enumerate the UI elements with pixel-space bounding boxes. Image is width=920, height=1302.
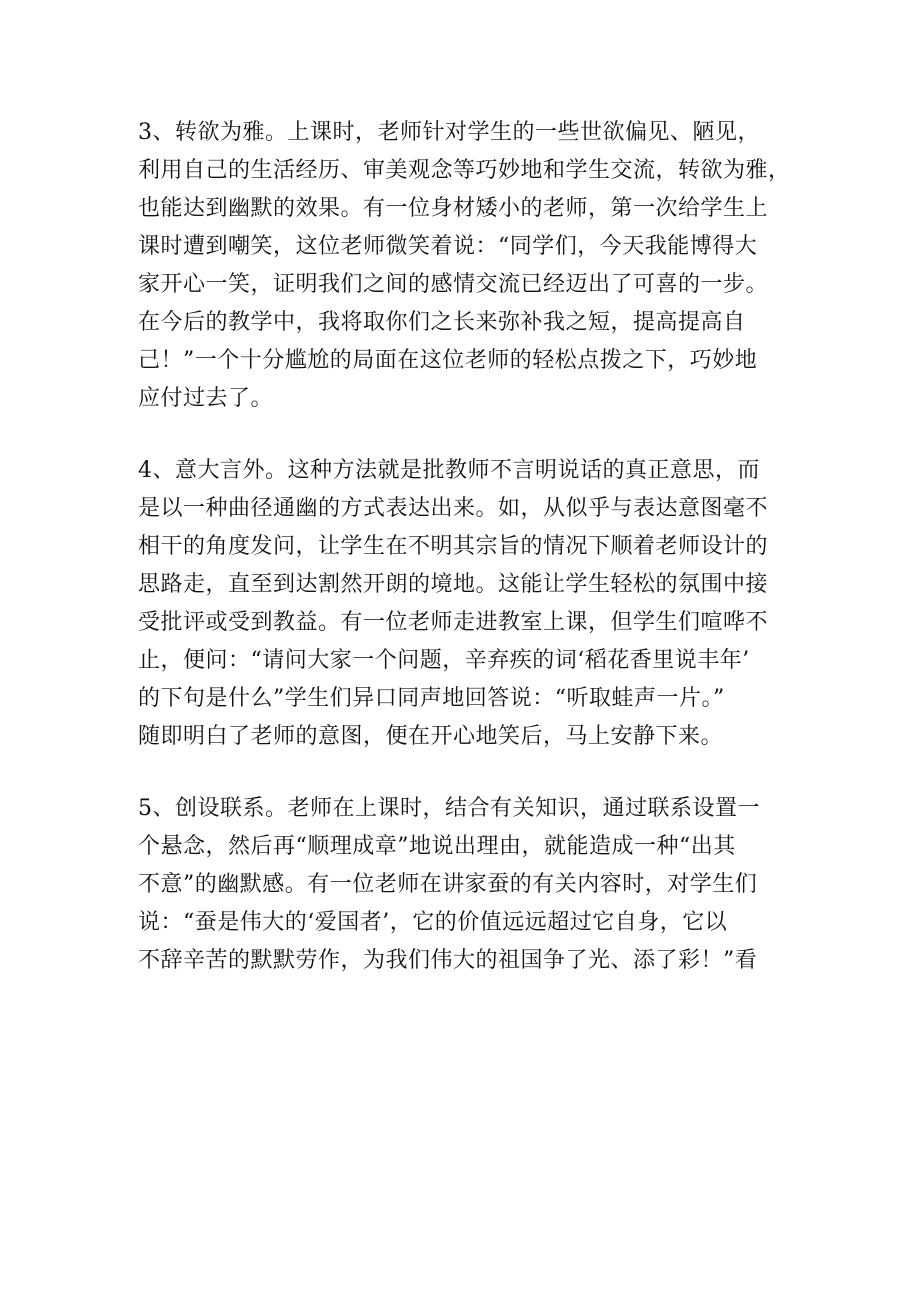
text-line: 受批评或受到教益。有一位老师走进教室上课，但学生们喧哗不 (138, 610, 769, 635)
text-line: 思路走，直至到达割然开朗的境地。这能让学生轻松的氛围中接 (138, 572, 769, 597)
text-line: 止，便问：“请问大家一个问题，辛弃疾的词‘稻花香里说丰年’ (138, 648, 750, 673)
text-line: 不意”的幽默感。有一位老师在讲家蚕的有关内容时，对学生们 (138, 872, 758, 897)
paragraph-spacer (138, 756, 784, 790)
text-line: 家开心一笑，证明我们之间的感情交流已经迈出了可喜的一步。 (138, 272, 769, 297)
text-line: 的下句是什么”学生们异口同声地回答说：“听取蛙声一片。” (138, 686, 725, 711)
paragraph-3 (138, 114, 791, 418)
document-body (138, 114, 791, 980)
paragraph-spacer (138, 418, 784, 452)
text-line: 是以一种曲径通幽的方式表达出来。如，从似乎与表达意图毫不 (138, 496, 769, 521)
text-line: 说：“蚕是伟大的‘爱国者’，它的价值远远超过它自身，它以 (138, 910, 728, 935)
text-line: 随即明白了老师的意图，便在开心地笑后，马上安静下来。 (138, 724, 724, 749)
text-line: 3、转欲为雅。上课时，老师针对学生的一些世欲偏见、陋见， (138, 120, 760, 145)
text-line: 个悬念，然后再“顺理成章”地说出理由，就能造成一种“出其 (138, 834, 736, 859)
text-line: 不辞辛苦的默默劳作，为我们伟大的祖国争了光、添了彩！”看 (138, 948, 758, 973)
text-line: 5、创设联系。老师在上课时，结合有关知识，通过联系设置一 (138, 796, 760, 821)
text-line: 利用自己的生活经历、审美观念等巧妙地和学生交流，转欲为雅， (138, 158, 791, 183)
text-line: 相干的角度发问，让学生在不明其宗旨的情况下顺着老师设计的 (138, 534, 769, 559)
paragraph-4 (138, 452, 784, 756)
text-line: 也能达到幽默的效果。有一位身材矮小的老师，第一次给学生上 (138, 196, 769, 221)
text-line: 课时遭到嘲笑，这位老师微笑着说：“同学们，今天我能博得大 (138, 234, 758, 259)
text-line: 应付过去了。 (138, 386, 274, 411)
text-line: 在今后的教学中，我将取你们之长来弥补我之短，提高提高自 (138, 310, 746, 335)
text-line: 4、意大言外。这种方法就是批教师不言明说话的真正意思，而 (138, 458, 760, 483)
paragraph-5 (138, 790, 784, 980)
text-line: 己！”一个十分尴尬的局面在这位老师的轻松点拨之下，巧妙地 (138, 348, 758, 373)
